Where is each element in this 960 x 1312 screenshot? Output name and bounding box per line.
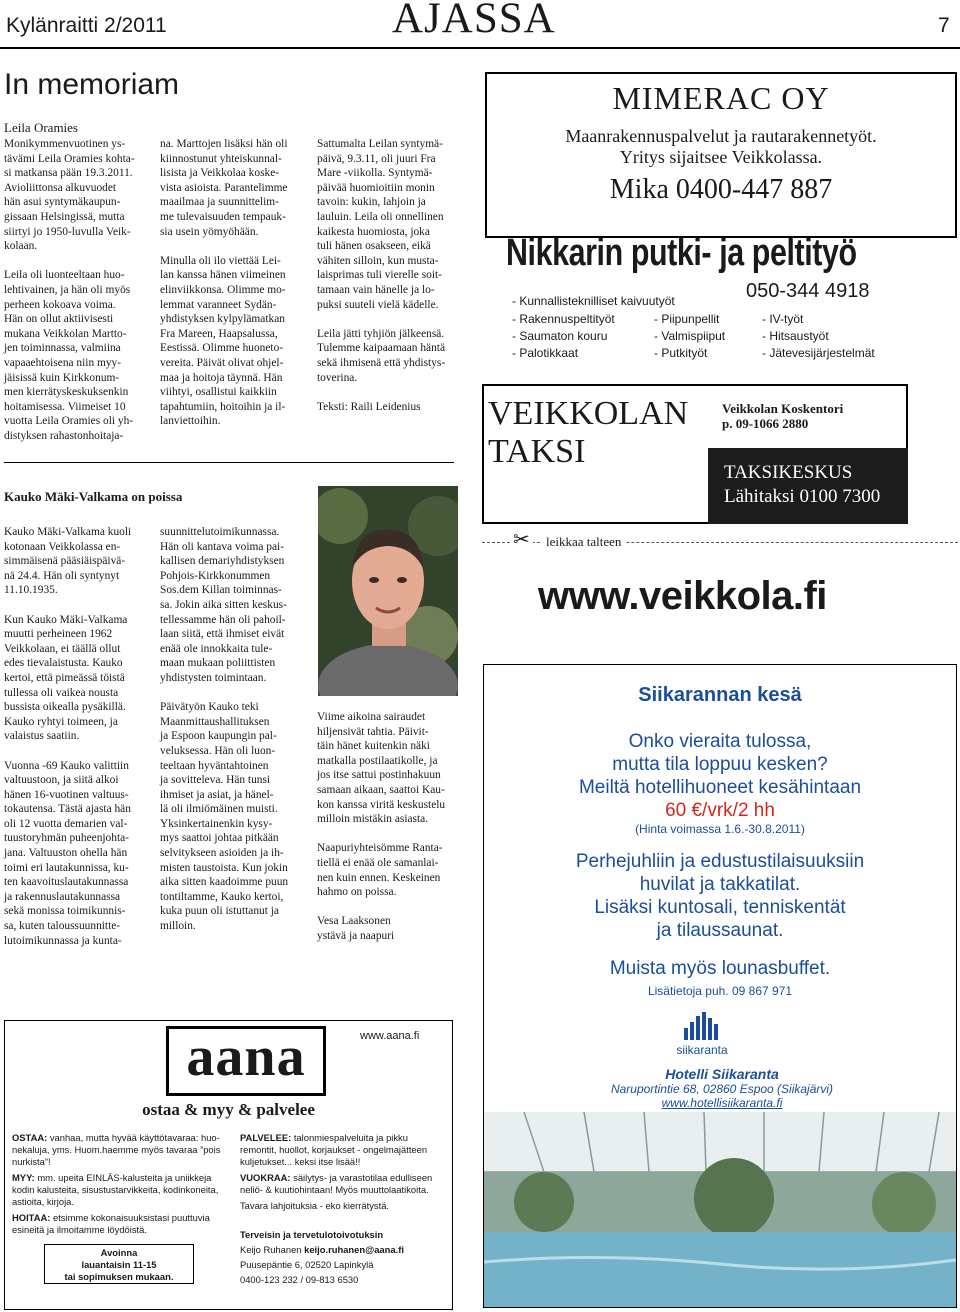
taksi-location: Veikkolan Koskentori xyxy=(722,401,844,416)
nikkari-service-7: - Palotikkaat xyxy=(512,346,579,360)
siikaranta-p1b: mutta tila loppuu kesken? xyxy=(612,754,828,775)
mimerac-line1: Maanrakennuspalvelut ja rautarakennetyöt. xyxy=(565,126,877,146)
hotel-name: Hotelli Siikaranta xyxy=(665,1066,779,1082)
nikkari-service-6: - Hitsaustyöt xyxy=(762,329,829,343)
article-maki-valkama-col2: suunnittelutoimikunnassa. Hän oli kantava voima pai- kallisen demariyhdistyksen Pohjois-Kirkkonummen Sos.dem Killan toiminnas- sa. Jokin aika sitten keskus- tellessamme hän oli pahoil- laan siitä, että ihmiset eivät enää ole innokkaita tule- maan mukaan poliittisten yhdistysten toimintaan. Päivätyön Kauko teki Maanmittaushallituksen ja Espoon kaupungin pal- veluksessa. Hän oli luon- teeltaan hyväntahtoinen ja sovitteleva. Hän tunsi ihmiset ja asiat, ja hänel- lä oli ilmiömäinen muisti. Yksinkertainenkin kysy- mys saattoi johtaa pitkään selvitykseen asioiden ja ih- misten taustoista. Kun jokin aika sitten kaadoimme puun tontiltamme, Kauko kertoi, kuka puun oli istuttanut ja milloin. xyxy=(160,526,289,933)
taksikeskus-box xyxy=(708,448,908,524)
hotel-pool-photo xyxy=(484,1112,956,1307)
aana-trailer: Tavara lahjoituksia - eko kierrätystä. xyxy=(240,1200,390,1211)
clip-label: leikkaa talteen xyxy=(542,534,625,550)
nikkari-service-9: - Jätevesijärjestelmät xyxy=(762,346,875,360)
lahitaksi-phone: Lähitaksi 0100 7300 xyxy=(724,486,881,507)
siikaranta-p3: Muista myös lounasbuffet. xyxy=(609,958,831,979)
article-maki-valkama-col1: Kauko Mäki-Valkama kuoli kotonaan Veikkolassa en- simmäisenä pääsiäispäivä- nä 24.4. Hän oli syntynyt 11.10.1935. Kun Kauko Mäki-Valkama muutti perheineen 1962 Veikkolaan, ei täällä ollut edes tievalaistusta. Kauko kertoi, että pimeässä töistä tullessa oli vaikea nousta bussista oikealla pysäkillä. Kauko ryhtyi toimeen, ja valaistus saatiin. Vuonna -69 Kauko valittiin valtuustoon, ja siitä alkoi hänen 16-vuotinen valtuus- tokautensa. Tästä ajasta hän oli 12 vuotta demarien val- tuustoryhmän puheenjohta- jana. Valtuuston ohella hän toimi eri lautakunnissa, ku- ten kaavoituslautakunnassa ja rakennuslautakunnassa sekä monissa toimikunnis- sa, kuten taloussuunnitte- lutoimikunnassa ja kunta- xyxy=(4,526,132,947)
siikaranta-price: 60 €/vrk/2 hh xyxy=(665,800,775,821)
aana-opening-hours xyxy=(44,1244,194,1284)
article-heading-maki-valkama: Kauko Mäki-Valkama on poissa xyxy=(4,489,183,504)
nikkari-service-2: - Piipunpellit xyxy=(654,312,720,326)
mimerac-line2: Yritys sijaitsee Veikkolassa. xyxy=(619,147,823,167)
taksi-name-2: TAKSI xyxy=(488,433,586,470)
aana-phones: 0400-123 232 / 09-813 6530 xyxy=(240,1274,359,1285)
taksikeskus-title: TAKSIKESKUS xyxy=(724,462,853,483)
siikaranta-p2b: huvilat ja takkatilat. xyxy=(639,874,801,895)
article-oramies-col3: Sattumalta Leilan syntymä- päivä, 9.3.11, oli juuri Fra Mare -viikolla. Syntymä- päivää huomioitiin monin tavoin: kukin, lahjoin ja lauluin. Leila oli onnellinen kaikesta huomiosta, joka tuli hänen osakseen, eikä vähiten silloin, kun musta- laisprimas tuli vierelle soit- tamaan vain hänelle ja lo- puksi suuteli vielä kädelle. Leila jätti tyhjiön jälkeensä. Tulemme kaipaamaan häntä sekä ihmisenä että yhdistys- toverina. Teksti: Raili Leidenius xyxy=(317,138,446,413)
opening-1: Avoinna xyxy=(100,1247,138,1258)
aana-slogan: ostaa & myy & palvelee xyxy=(142,1100,315,1119)
article-heading-oramies: Leila Oramies xyxy=(4,120,78,135)
aana-welcome: Terveisin ja tervetulotoivotuksin xyxy=(240,1229,384,1240)
nikkari-phone: 050-344 4918 xyxy=(746,280,870,302)
siikaranta-p1c: Meiltä hotellihuoneet kesähintaan xyxy=(578,777,862,798)
publication-name: Kylänraitti 2/2011 xyxy=(6,14,167,37)
hotel-address: Naruportintie 68, 02860 Espoo (Siikajärvi) xyxy=(610,1082,834,1096)
opening-2: lauantaisin 11-15 xyxy=(81,1259,157,1270)
siikaranta-logo-text: siikaranta xyxy=(676,1043,728,1057)
mimerac-ad xyxy=(485,72,957,238)
mimerac-phone: Mika 0400-447 887 xyxy=(609,174,833,205)
taksi-phone: p. 09-1066 2880 xyxy=(722,416,809,431)
aana-myy: MYY: mm. upeita EINLÄS-kalusteita ja uniikkeja kodin kalusteita, sisustustarvikkeita, kodinkoneita, astioita, kirjoja. xyxy=(12,1172,219,1207)
memoriam-title: In memoriam xyxy=(4,68,180,101)
siikaranta-p2a: Perhejuhliin ja edustustilaisuuksiin xyxy=(575,851,865,872)
taksi-name-1: VEIKKOLAN xyxy=(488,395,689,432)
nikkari-title: Nikkarin putki- ja peltityö xyxy=(506,232,857,274)
aana-vuokraa: VUOKRAA: säilytys- ja varastotilaa edulliseen neliö- & kuutiohintaan! Myös muuttolaatikoita. xyxy=(240,1172,433,1195)
aana-contact: Keijo Ruhanen keijo.ruhanen@aana.fi xyxy=(240,1244,404,1255)
nikkari-service-5: - Valmispiiput xyxy=(654,329,726,343)
siikaranta-validity: (Hinta voimassa 1.6.-30.8.2011) xyxy=(635,822,805,836)
siikaranta-title: Siikarannan kesä xyxy=(638,684,802,706)
portrait-photo xyxy=(318,486,458,696)
mimerac-name: MIMERAC OY xyxy=(612,80,830,116)
aana-logo xyxy=(166,1026,326,1096)
nikkari-service-8: - Putkityöt xyxy=(654,346,708,360)
aana-hoitaa: HOITAA: etsimme kokonaisuuksistasi puuttuvia esineitä ja ilmoitamme löydöistä. xyxy=(12,1212,210,1235)
article-oramies-col1: Monikymmenvuotinen ys- tävämi Leila Oramies kohta- si matkansa pään 19.3.2011. Avioliittonsa alkuvuodet hän asui syntymäkaupun- gissaan Helsingissä, mutta siirtyi jo 1950-luvulla Veik- kolaan. Leila oli luonteeltaan huo- lehtivainen, ja hän oli myös perheen kokoava voima. Hän on ollut aktiivisesti mukana Veikkolan Martto- jen toiminnassa, valmiina vapaaehtoisena niin myy- jäisissä kuin Kirkkonum- men kierrätyskeskuksenkin hoitamisessa. Viimeiset 10 vuotta Leila Oramies oli yh- distyksen rahastonhoitaja- xyxy=(4,138,135,442)
scissors-icon: ✂ xyxy=(510,530,533,550)
section-title: AJASSA xyxy=(392,0,556,42)
nikkari-service-4: - Saumaton kouru xyxy=(512,329,608,343)
page-number: 7 xyxy=(938,14,950,37)
aana-address: Puusepäntie 6, 02520 Lapinkylä xyxy=(240,1259,374,1270)
aana-logo-text: aana xyxy=(186,1026,306,1088)
veikkola-url[interactable]: www.veikkola.fi xyxy=(538,574,827,618)
siikaranta-info: Lisätietoja puh. 09 867 971 xyxy=(647,984,793,998)
nikkari-service-0: - Kunnallisteknilliset kaivuutyöt xyxy=(512,294,675,308)
siikaranta-p2c: Lisäksi kuntosali, tenniskentät xyxy=(594,897,846,918)
nikkari-service-1: - Rakennuspeltityöt xyxy=(512,312,615,326)
siikaranta-p1a: Onko vieraita tulossa, xyxy=(628,731,812,752)
siikaranta-logo-icon xyxy=(682,1010,722,1040)
siikaranta-p2d: ja tilaussaunat. xyxy=(656,920,784,941)
article-divider xyxy=(4,462,454,463)
article-maki-valkama-col3: Viime aikoina sairaudet hiljensivät tahtia. Päivit- täin hänet kuitenkin näki matkalla postilaatikolle, ja jos itse sattui postinhakuun samaan aikaan, saattoi Kau- kon kanssa viritä keskustelu milloin mistäkin asiasta. Naapuriyhteisömme Ranta- tiellä ei enää ole samanlai- nen kuin ennen. Keskeinen hahmo on poissa. Vesa Laaksonen ystävä ja naapuri xyxy=(317,711,446,942)
hotel-website[interactable]: www.hotellisiikaranta.fi xyxy=(661,1096,783,1110)
nikkari-service-3: - IV-työt xyxy=(762,312,804,326)
aana-website[interactable]: www.aana.fi xyxy=(360,1030,420,1042)
aana-ostaa: OSTAA: vanhaa, mutta hyvää käyttötavaraa: huo- nekaluja, yms. Huom.haemme myös tavaraa ”pois nurkista”! xyxy=(12,1132,221,1167)
aana-palvelee: PALVELEE: talonmiespalveluita ja pikku remontit, huollot, korjaukset - ongelmajätteen kuljetukset... keksi itse lisää!! xyxy=(240,1132,428,1167)
opening-3: tai sopimuksen mukaan. xyxy=(64,1271,174,1282)
header-rule xyxy=(0,47,960,49)
article-oramies-col2: na. Marttojen lisäksi hän oli kiinnostunut yhteiskunnal- lisista ja Veikkolaa koske- vista asioista. Parantelimme maailmaa ja suunnittelim- me tulevaisuuden tempauk- sia usein yömyöhään. Minulla oli ilo viettää Lei- lan kanssa hänen viimeinen elinviikkonsa. Olimme mo- lemmat varanneet Sydän- yhdistyksen kylpylämatkan Fra Mareen, Haapsalussa, Eestissä. Olimme huoneto- vereita. Päivät olivat ohjel- maa ja hoitoja täynnä. Hän viihtyi, osallistui kaikkiin tapahtumiin, hoitoihin ja il- lanviettoihin. xyxy=(160,138,288,428)
